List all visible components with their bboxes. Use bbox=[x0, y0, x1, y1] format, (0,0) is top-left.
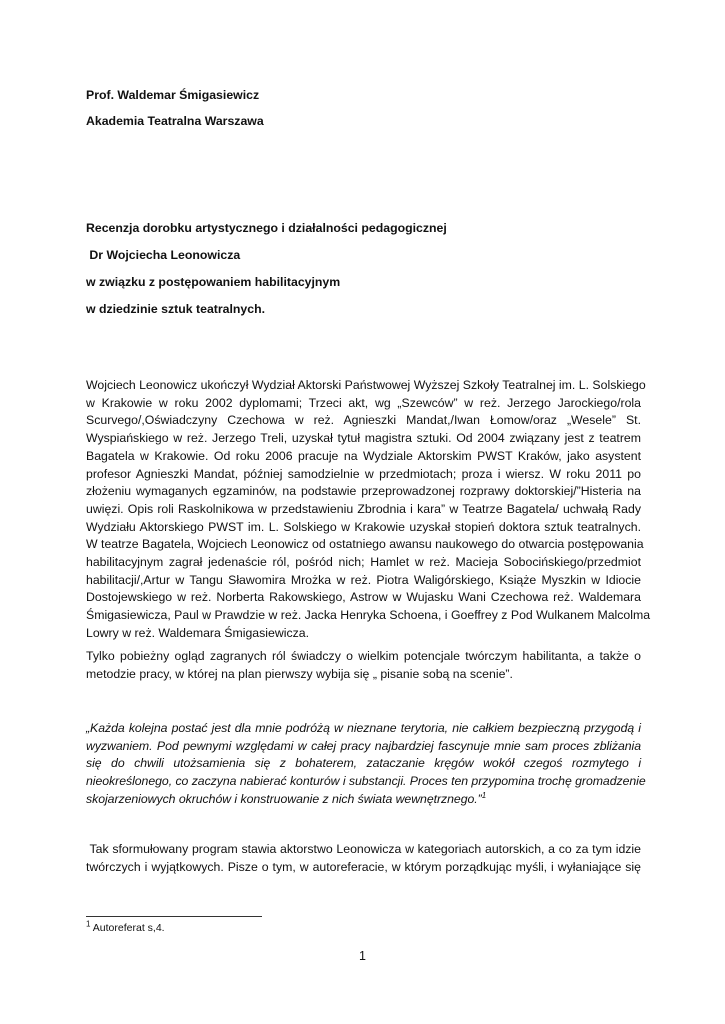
paragraph-program bbox=[86, 841, 641, 876]
paragraph-potential bbox=[86, 648, 641, 683]
paragraph-biography bbox=[86, 377, 651, 643]
text-line: skojarzeniowych okruchów i konstruowanie z nich świata wewnętrznego.” bbox=[86, 791, 482, 806]
text-line: w Krakowie w roku 2002 dyplomami; Trzeci akt, wg „Szewców” w reż. Jerzego Jarockiego/rola bbox=[86, 395, 641, 410]
text-line: Wydziału Aktorskiego PWST im. L. Solskiego w Krakowie uzyskał stopień doktora sztuk teatralnych. bbox=[86, 519, 641, 534]
text-line: złożeniu wymaganych egzaminów, na podstawie przeprowadzonej rozprawy doktorskiej/”Histeria na bbox=[86, 484, 641, 499]
author-institution: Akademia Teatralna Warszawa bbox=[86, 114, 264, 128]
text-line: Wyspiańskiego w reż. Jerzego Treli, uzyskał tytuł magistra sztuki. Od 2004 związany jest z teatrem bbox=[86, 431, 641, 446]
footnote-text: Autoreferat s,4. bbox=[90, 922, 165, 934]
text-line: Scurvego/,Oświadczyny Czechowa w reż. Agnieszki Mandat,/Iwan Łomow/oraz „Wesele” St. bbox=[86, 413, 641, 428]
text-line: habilitacji/,Artur w Tangu Sławomira Mrożka w reż. Piotra Waligórskiego, Książe Myszkin w Idiocie bbox=[86, 572, 641, 587]
text-line: W teatrze Bagatela, Wojciech Leonowicz od ostatniego awansu naukowego do otwarcia postępowania bbox=[86, 537, 644, 552]
page-number: 1 bbox=[359, 949, 366, 963]
text-line: Tak sformułowany program stawia aktorstwo Leonowicza w kategoriach autorskich, a co za tym idzie bbox=[86, 842, 641, 856]
footnote-marker: 1 bbox=[86, 919, 91, 929]
text-line: Śmigasiewicza, Paul w Prawdzie w reż. Jacka Henryka Schoena, i Goeffrey z Pod Wulkanem Malcolma bbox=[86, 608, 651, 623]
footnote bbox=[86, 919, 165, 934]
quotation-block bbox=[86, 720, 646, 809]
review-title-line-3: w związku z postępowaniem habilitacyjnym bbox=[86, 275, 341, 289]
footnote-separator bbox=[86, 916, 262, 917]
text-line: wyzwaniem. Pod pewnymi względami w całej pracy najbardziej fascynuje mnie sam proces zbliżania bbox=[86, 738, 641, 753]
text-line: „Każda kolejna postać jest dla mnie podróżą w nieznane terytoria, nie całkiem bezpieczną przygodą i bbox=[86, 721, 641, 735]
quote-last-line bbox=[86, 791, 641, 809]
text-line: Dostojewskiego w reż. Norberta Rakowskiego, Astrow w Wujasku Wani Czechowa reż. Waldemara bbox=[86, 590, 641, 605]
text-line: Bagatela w Krakowie. Od roku 2006 pracuje na Wydziale Aktorskim PWST Kraków, jako asystent bbox=[86, 448, 641, 463]
review-title-line-2: Dr Wojciecha Leonowicza bbox=[86, 248, 241, 262]
text-line: uwięzi. Opis roli Raskolnikowa w przedstawieniu Zbrodnia i kara” w Teatrze Bagatela/ uchwałą Rady bbox=[86, 501, 641, 516]
footnote-reference[interactable]: 1 bbox=[481, 790, 487, 800]
review-title-line-1: Recenzja dorobku artystycznego i działalności pedagogicznej bbox=[86, 221, 447, 235]
author-name: Prof. Waldemar Śmigasiewicz bbox=[86, 88, 260, 102]
text-line: się do chwili utożsamienia się z bohaterem, zataczanie kręgów wokół czegoś rozmytego i bbox=[86, 756, 641, 771]
review-title-line-4: w dziedzinie sztuk teatralnych. bbox=[86, 302, 266, 316]
text-line: Wojciech Leonowicz ukończył Wydział Aktorski Państwowej Wyższej Szkoły Teatralnej im. L. Solskiego bbox=[86, 378, 646, 392]
text-line: Lowry w reż. Waldemara Śmigasiewicza. bbox=[86, 625, 310, 640]
text-line: profesor Agnieszki Mandat, później samodzielnie w przedmiotach; proza i wiersz. W roku 2011 po bbox=[86, 466, 641, 481]
text-line: nieokreślonego, co zaczyna nabierać konturów i substancji. Proces ten przypomina trochę gromadzenie bbox=[86, 774, 646, 789]
text-line: metodzie pracy, w której na plan pierwszy wybija się „ pisanie sobą na scenie”. bbox=[86, 666, 513, 681]
text-line: habilitacyjnym zagrał jedenaście ról, pośród nich; Hamlet w reż. Macieja Sobocińskiego/przedmiot bbox=[86, 555, 641, 570]
text-line: twórczych i wyjątkowych. Pisze o tym, w autoreferacie, w którym porządkując myśli, i wyłaniające się bbox=[86, 859, 641, 874]
text-line: Tylko pobieżny ogląd zagranych ról świadczy o wielkim potencjale twórczym habilitanta, a także o bbox=[86, 649, 641, 663]
